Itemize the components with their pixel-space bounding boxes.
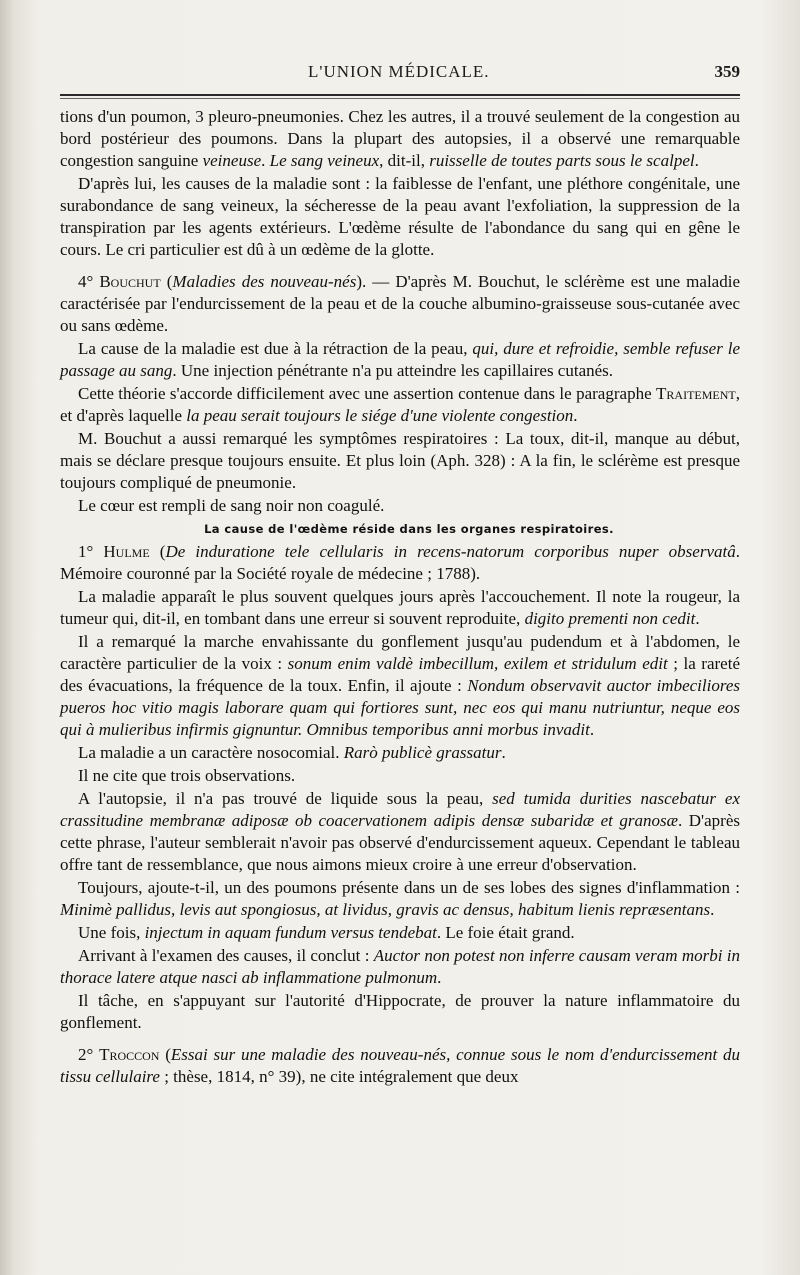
paragraph: Il a remarqué la marche envahissante du gonflement jusqu'au pudendum et à l'abdomen, le caractère particulier de la voix : sonum enim valdè imbecillum, exilem et stridulum edit ; la rareté des évacuations, la fréquence de la toux. Enfin, il ajoute : Nondum observavit auctor imbeciliores pueros hoc vitio magis laborare quam qui fortiores sunt, nec eos qui manu nutriuntur, neque eos qui à mulieribus infirmis gignuntur. Omnibus temporibus anni morbus invadit. (60, 632, 740, 739)
page-header (60, 62, 740, 86)
paragraph: La cause de la maladie est due à la rétraction de la peau, qui, dure et refroidie, semble refuser le passage au sang. Une injection pénétrante n'a pu atteindre les capillaires cutanés. (60, 339, 741, 380)
paragraph: A l'autopsie, il n'a pas trouvé de liquide sous la peau, sed tumida durities nascebatur ex crassitudine membranæ adiposæ ob coacervationem adipis densæ subaridæ et granosæ. D'après cette phrase, l'auteur semblerait n'avoir pas observé d'endurcissement aqueux. Cependant le tableau offre tant de ressemblance, que nous aimons mieux croire à une erreur d'observation. (60, 789, 740, 874)
body-text (60, 106, 740, 1089)
paragraph: Toujours, ajoute-t-il, un des poumons présente dans un de ses lobes des signes d'inflammation : Minimè pallidus, levis aut spongiosus, at lividus, gravis ac densus, habitum lienis repræsentans. (60, 878, 740, 919)
paragraph: Il ne cite que trois observations. (78, 766, 296, 785)
paragraph: Il tâche, en s'appuyant sur l'autorité d'Hippocrate, de prouver la nature inflammatoire du gonflement. (60, 991, 740, 1032)
paragraph: tions d'un poumon, 3 pleuro-pneumonies. Chez les autres, il a trouvé seulement de la congestion au bord postérieur des poumons. Dans la plupart des autopsies, il a observé une remarquable congestion sanguine veineuse. Le sang veineux, dit-il, ruisselle de toutes parts sous le scalpel. (60, 107, 740, 170)
paragraph: D'après lui, les causes de la maladie sont : la faiblesse de l'enfant, une pléthore congénitale, une surabondance de sang veineux, la sécheresse de la peau avant l'exfoliation, la suppression de la transpiration par les agents extérieurs. L'œdème résulte de l'abondance du sang qui en gêne le cours. Le cri particulier est dû à un œdème de la glotte. (60, 174, 740, 259)
paragraph: 4° Bouchut (Maladies des nouveau-nés). — D'après M. Bouchut, le sclérème est une maladie caractérisée par l'endurcissement de la peau et de la couche albumino-graisseuse sous-cutanée avec ou sans œdème. (60, 272, 740, 335)
section-heading: La cause de l'œdème réside dans les organes respiratoires. (204, 522, 614, 536)
paragraph: Cette théorie s'accorde difficilement avec une assertion contenue dans le paragraphe Traitement, et d'après laquelle la peau serait toujours le siége d'une violente congestion. (60, 384, 740, 425)
running-title: L'UNION MÉDICALE. (308, 62, 490, 81)
paragraph: 2° Troccon (Essai sur une maladie des nouveau-nés, connue sous le nom d'endurcissement du tissu cellulaire ; thèse, 1814, n° 39), ne cite intégralement que deux (60, 1045, 740, 1086)
paragraph: La maladie a un caractère nosocomial. Rarò publicè grassatur. (78, 743, 506, 762)
paragraph: 1° Hulme (De induratione tele cellularis in recens-natorum corporibus nuper observatâ. Mémoire couronné par la Société royale de médecine ; 1788). (60, 542, 740, 583)
page-number: 359 (714, 62, 740, 81)
paragraph: Une fois, injectum in aquam fundum versus tendebat. Le foie était grand. (78, 923, 575, 942)
paragraph: Arrivant à l'examen des causes, il conclut : Auctor non potest non inferre causam veram morbi in thorace latere atque nasci ab inflammatione pulmonum. (60, 946, 740, 987)
paragraph: La maladie apparaît le plus souvent quelques jours après l'accouchement. Il note la rougeur, la tumeur qui, dit-il, en tombant dans une erreur si souvent reproduite, digito prementi non cedit. (60, 587, 740, 628)
header-rule-thin (60, 98, 740, 99)
paragraph: Le cœur est rempli de sang noir non coagulé. (78, 496, 385, 515)
header-rule (60, 94, 740, 96)
paragraph: M. Bouchut a aussi remarqué les symptômes respiratoires : La toux, dit-il, manque au début, mais se déclare presque toujours ensuite. Et plus loin (Aph. 328) : A la fin, le sclérème est presque toujours compliqué de pneumonie. (60, 429, 740, 492)
